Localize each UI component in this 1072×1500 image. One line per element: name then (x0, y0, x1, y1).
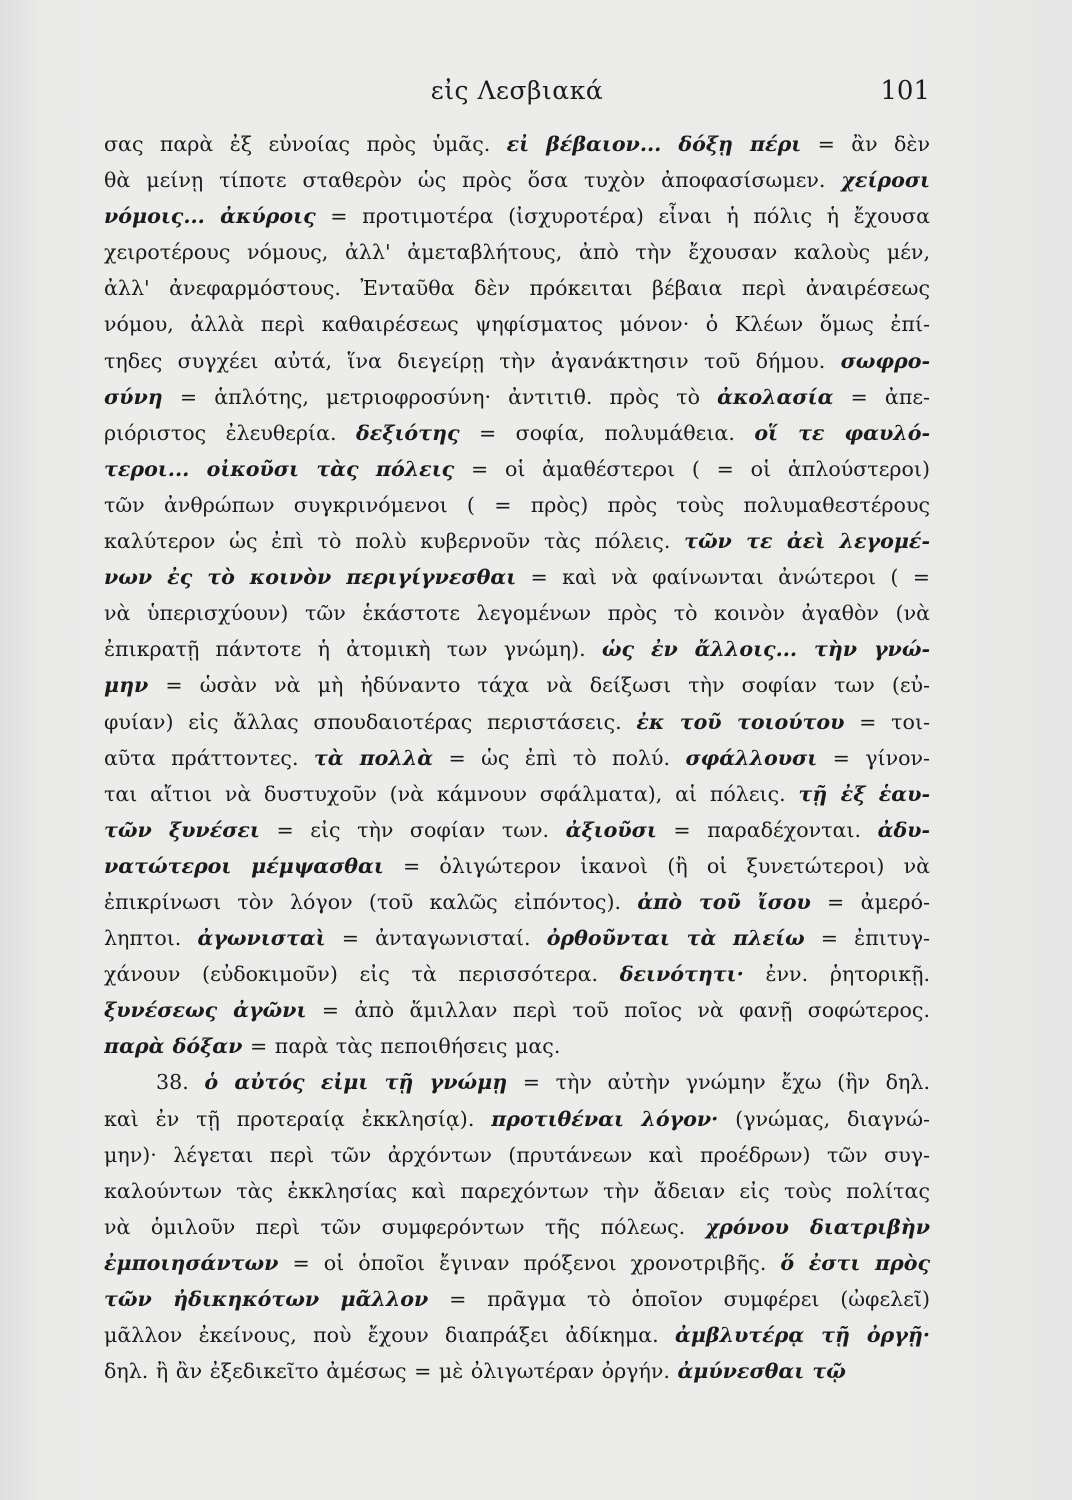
lemma: νατώτεροι μέμψασθαι (104, 853, 384, 878)
lemma: μην (104, 673, 149, 698)
text-line (104, 343, 930, 379)
lemma: δεξιότης (356, 420, 460, 445)
gloss-text: καὶ ἐν τῇ προτεραίᾳ ἐκκλησίᾳ). (104, 1106, 492, 1131)
lemma: σύνη (104, 384, 163, 409)
page-header (104, 76, 930, 116)
gloss-text: = ἂν δὲν (801, 132, 930, 156)
text-line (104, 631, 930, 667)
gloss-text: νὰ ὁμιλοῦν περὶ τῶν συμφερόντων τῆς πόλεως. (104, 1214, 706, 1239)
text-line (104, 1245, 930, 1281)
gloss-text: = προτιμοτέρα (ἰσχυροτέρα) εἶναι ἡ πόλις ἡ ἔχουσα (315, 204, 930, 229)
gloss-text: = παρὰ τὰς πεποιθήσεις μας. (242, 1034, 561, 1059)
text-line (104, 1353, 930, 1389)
text-line (104, 1137, 930, 1173)
text-line (104, 306, 930, 342)
gloss-text: ληπτοι. (104, 926, 198, 951)
lemma: παρὰ δόξαν (104, 1034, 243, 1059)
text-line (104, 523, 930, 559)
text-line (104, 1064, 930, 1100)
text-line (104, 1317, 930, 1353)
text-line (104, 595, 930, 631)
text-line (104, 162, 930, 198)
gloss-text: μην)· λέγεται περὶ τῶν ἀρχόντων (πρυτάνεων καὶ προέδρων) τῶν συγ- (104, 1142, 930, 1167)
gloss-text: = οἱ ἀμαθέστεροι ( = οἱ ἁπλούστεροι) (454, 456, 930, 481)
gloss-text: = εἰς τὴν σοφίαν των. (259, 817, 566, 842)
gloss-text: = ἀνταγωνισταί. (325, 926, 547, 951)
text-line (104, 1173, 930, 1209)
text-line (104, 920, 930, 956)
page-number: 101 (880, 76, 930, 106)
text-line (104, 234, 930, 270)
gloss-text: χάνουν (εὐδοκιμοῦν) εἰς τὰ περισσότερα. (104, 962, 620, 987)
lemma: ἀξιοῦσι (565, 817, 657, 842)
text-line (104, 776, 930, 812)
text-line (104, 126, 930, 162)
gloss-text: = ὡς ἐπὶ τὸ πολύ. (433, 745, 686, 770)
gloss-text: ἐπικρατῇ πάντοτε ἡ ἀτομικὴ των γνώμη). (104, 637, 602, 662)
lemma: νόμοις... ἀκύροις (104, 204, 316, 229)
text-line (104, 1281, 930, 1317)
gloss-text: δηλ. ἢ ἂν ἐξεδικεῖτο ἀμέσως = μὲ ὀλιγωτέραν ὀργήν. (104, 1359, 678, 1384)
text-line (104, 667, 930, 703)
text-line (104, 992, 930, 1028)
gloss-text: νόμου, ἀλλὰ περὶ καθαιρέσεως ψηφίσματος μόνον· ὁ Κλέων ὅμως ἐπί- (104, 312, 930, 337)
lemma: σωφρο- (840, 348, 930, 373)
lemma: τῶν τε ἀεὶ λεγομέ- (684, 529, 930, 554)
lemma: σφάλλουσι (685, 745, 818, 770)
gloss-text: ἐνν. ῥητορικῇ. (743, 962, 930, 987)
gloss-text: αῦτα πράττοντες. (104, 745, 314, 770)
text-line (104, 415, 930, 451)
lemma: τὰ πολλὰ (313, 745, 434, 770)
gloss-text: = τὴν αὐτὴν γνώμην ἔχω (ἣν δηλ. (507, 1070, 930, 1095)
text-line (104, 812, 930, 848)
lemma: ἀγωνισταὶ (197, 926, 326, 951)
text-line (104, 559, 930, 595)
lemma: ἐμποιησάντων (104, 1250, 279, 1275)
lemma: τῶν ἠδικηκότων μᾶλλον (104, 1287, 429, 1311)
lemma: ὀρθοῦνται τὰ πλείω (546, 926, 805, 951)
text-line (104, 451, 930, 487)
gloss-text: = ἀμερό- (810, 889, 930, 914)
gloss-text: τῶν ἀνθρώπων συγκρινόμενοι ( = πρὸς) πρὸς τοὺς πολυμαθεστέρους (104, 492, 930, 517)
gloss-text: = παραδέχονται. (656, 817, 878, 842)
text-line (104, 198, 930, 234)
gloss-text: = ἐπιτυγ- (804, 926, 930, 951)
gloss-text: = γίνον- (817, 745, 930, 770)
lemma: ἐκ τοῦ τοιούτου (636, 709, 845, 734)
lemma: ἀπὸ τοῦ ἴσου (637, 889, 811, 914)
lemma: οἵ τε φαυλό- (754, 420, 930, 445)
lemma: ἀμύνεσθαι τῷ (677, 1359, 846, 1384)
gloss-text: ται αἴτιοι νὰ δυστυχοῦν (νὰ κάμνουν σφάλματα), αἱ πόλεις. (104, 781, 799, 806)
gloss-text: 38. (156, 1070, 205, 1095)
lemma: ξυνέσεως ἀγῶνι (104, 998, 307, 1023)
lemma: ὅ ἐστι πρὸς (780, 1250, 930, 1275)
gloss-text: = ὡσὰν νὰ μὴ ἠδύναντο τάχα νὰ δείξωσι τὴν σοφίαν των (εὐ- (148, 673, 930, 698)
lemma: εἰ βέβαιον... δόξῃ πέρι (506, 132, 802, 156)
lemma: τῇ ἐξ ἑαυ- (798, 781, 930, 806)
gloss-text: = σοφία, πολυμάθεια. (459, 420, 755, 445)
lemma: χείροσι (841, 168, 930, 193)
lemma: ἀμβλυτέρᾳ τῇ ὀργῇ· (674, 1323, 930, 1348)
gloss-text: = οἱ ὁποῖοι ἔγιναν πρόξενοι χρονοτριβῆς. (278, 1250, 781, 1275)
gloss-text: φυίαν) εἰς ἄλλας σπουδαιοτέρας περιστάσεις. (104, 709, 637, 734)
lemma: τῶν ξυνέσει (104, 817, 260, 842)
text-line (104, 704, 930, 740)
text-line (104, 1101, 930, 1137)
lemma: ὁ αὐτός εἰμι τῇ γνώμῃ (204, 1070, 508, 1095)
lemma: προτιθέναι λόγον· (491, 1106, 719, 1131)
gloss-text: καλύτερον ὡς ἐπὶ τὸ πολὺ κυβερνοῦν τὰς πόλεις. (104, 529, 685, 554)
gloss-text: = ἁπλότης, μετριοφροσύνη· ἀντιτιθ. πρὸς τὸ (162, 384, 718, 409)
gloss-text: = ἀπε- (833, 384, 930, 409)
gloss-text: = πρᾶγμα τὸ ὁποῖον συμφέρει (ὠφελεῖ) (428, 1287, 930, 1311)
text-line (104, 884, 930, 920)
gloss-text: = ὀλιγώτερον ἱκανοὶ (ἢ οἱ ξυνετώτεροι) νὰ (383, 853, 930, 878)
lemma: τεροι... οἰκοῦσι τὰς πόλεις (104, 456, 455, 481)
running-title: εἰς Λεσβιακά (430, 76, 604, 105)
text-line (104, 848, 930, 884)
gloss-text: καλούντων τὰς ἐκκλησίας καὶ παρεχόντων τὴν ἄδειαν εἰς τοὺς πολίτας (104, 1178, 930, 1203)
gloss-text: ἐπικρίνωσι τὸν λόγον (τοῦ καλῶς εἰπόντος). (104, 889, 638, 914)
text-line (104, 1028, 930, 1064)
text-line (104, 379, 930, 415)
lemma: ὡς ἐν ἄλλοις... τὴν γνώ- (601, 637, 930, 662)
lemma: ἀκολασία (717, 384, 834, 409)
gloss-text: = ἀπὸ ἅμιλλαν περὶ τοῦ ποῖος νὰ φανῇ σοφώτερος. (306, 998, 930, 1023)
gloss-text: = καὶ νὰ φαίνωνται ἀνώτεροι ( = (516, 565, 930, 590)
gloss-text: νὰ ὑπερισχύουν) τῶν ἑκάστοτε λεγομένων πρὸς τὸ κοινὸν ἀγαθὸν (νὰ (104, 601, 930, 626)
lemma: δεινότητι· (619, 962, 744, 987)
gloss-text: μᾶλλον ἐκείνους, ποὺ ἔχουν διαπράξει ἀδίκημα. (104, 1323, 675, 1348)
gloss-text: τηδες συγχέει αὐτά, ἵνα διεγείρῃ τὴν ἀγανάκτησιν τοῦ δήμου. (104, 348, 841, 373)
lemma: νων ἐς τὸ κοινὸν περιγίγνεσθαι (104, 565, 517, 590)
gloss-text: ἀλλ' ἀνεφαρμόστους. Ἐνταῦθα δὲν πρόκειται βέβαια περὶ ἀναιρέσεως (104, 276, 930, 301)
text-line (104, 1209, 930, 1245)
gloss-text: (γνώμας, διαγνώ- (718, 1106, 930, 1131)
text-line (104, 740, 930, 776)
text-line (104, 270, 930, 306)
commentary-text (104, 126, 930, 1389)
lemma: ἀδυ- (877, 817, 930, 842)
gloss-text: χειροτέρους νόμους, ἀλλ' ἀμεταβλήτους, ἀπὸ τὴν ἔχουσαν καλοὺς μέν, (104, 240, 930, 265)
lemma: χρόνου διατριβὴν (705, 1214, 930, 1239)
text-line (104, 956, 930, 992)
gloss-text: = τοι- (844, 709, 930, 734)
text-line (104, 487, 930, 523)
gloss-text: θὰ μείνῃ τίποτε σταθερὸν ὡς πρὸς ὅσα τυχὸν ἀποφασίσωμεν. (104, 168, 842, 193)
gloss-text: σας παρὰ ἐξ εὐνοίας πρὸς ὑμᾶς. (104, 132, 507, 156)
gloss-text: ριόριστος ἐλευθερία. (104, 420, 356, 445)
